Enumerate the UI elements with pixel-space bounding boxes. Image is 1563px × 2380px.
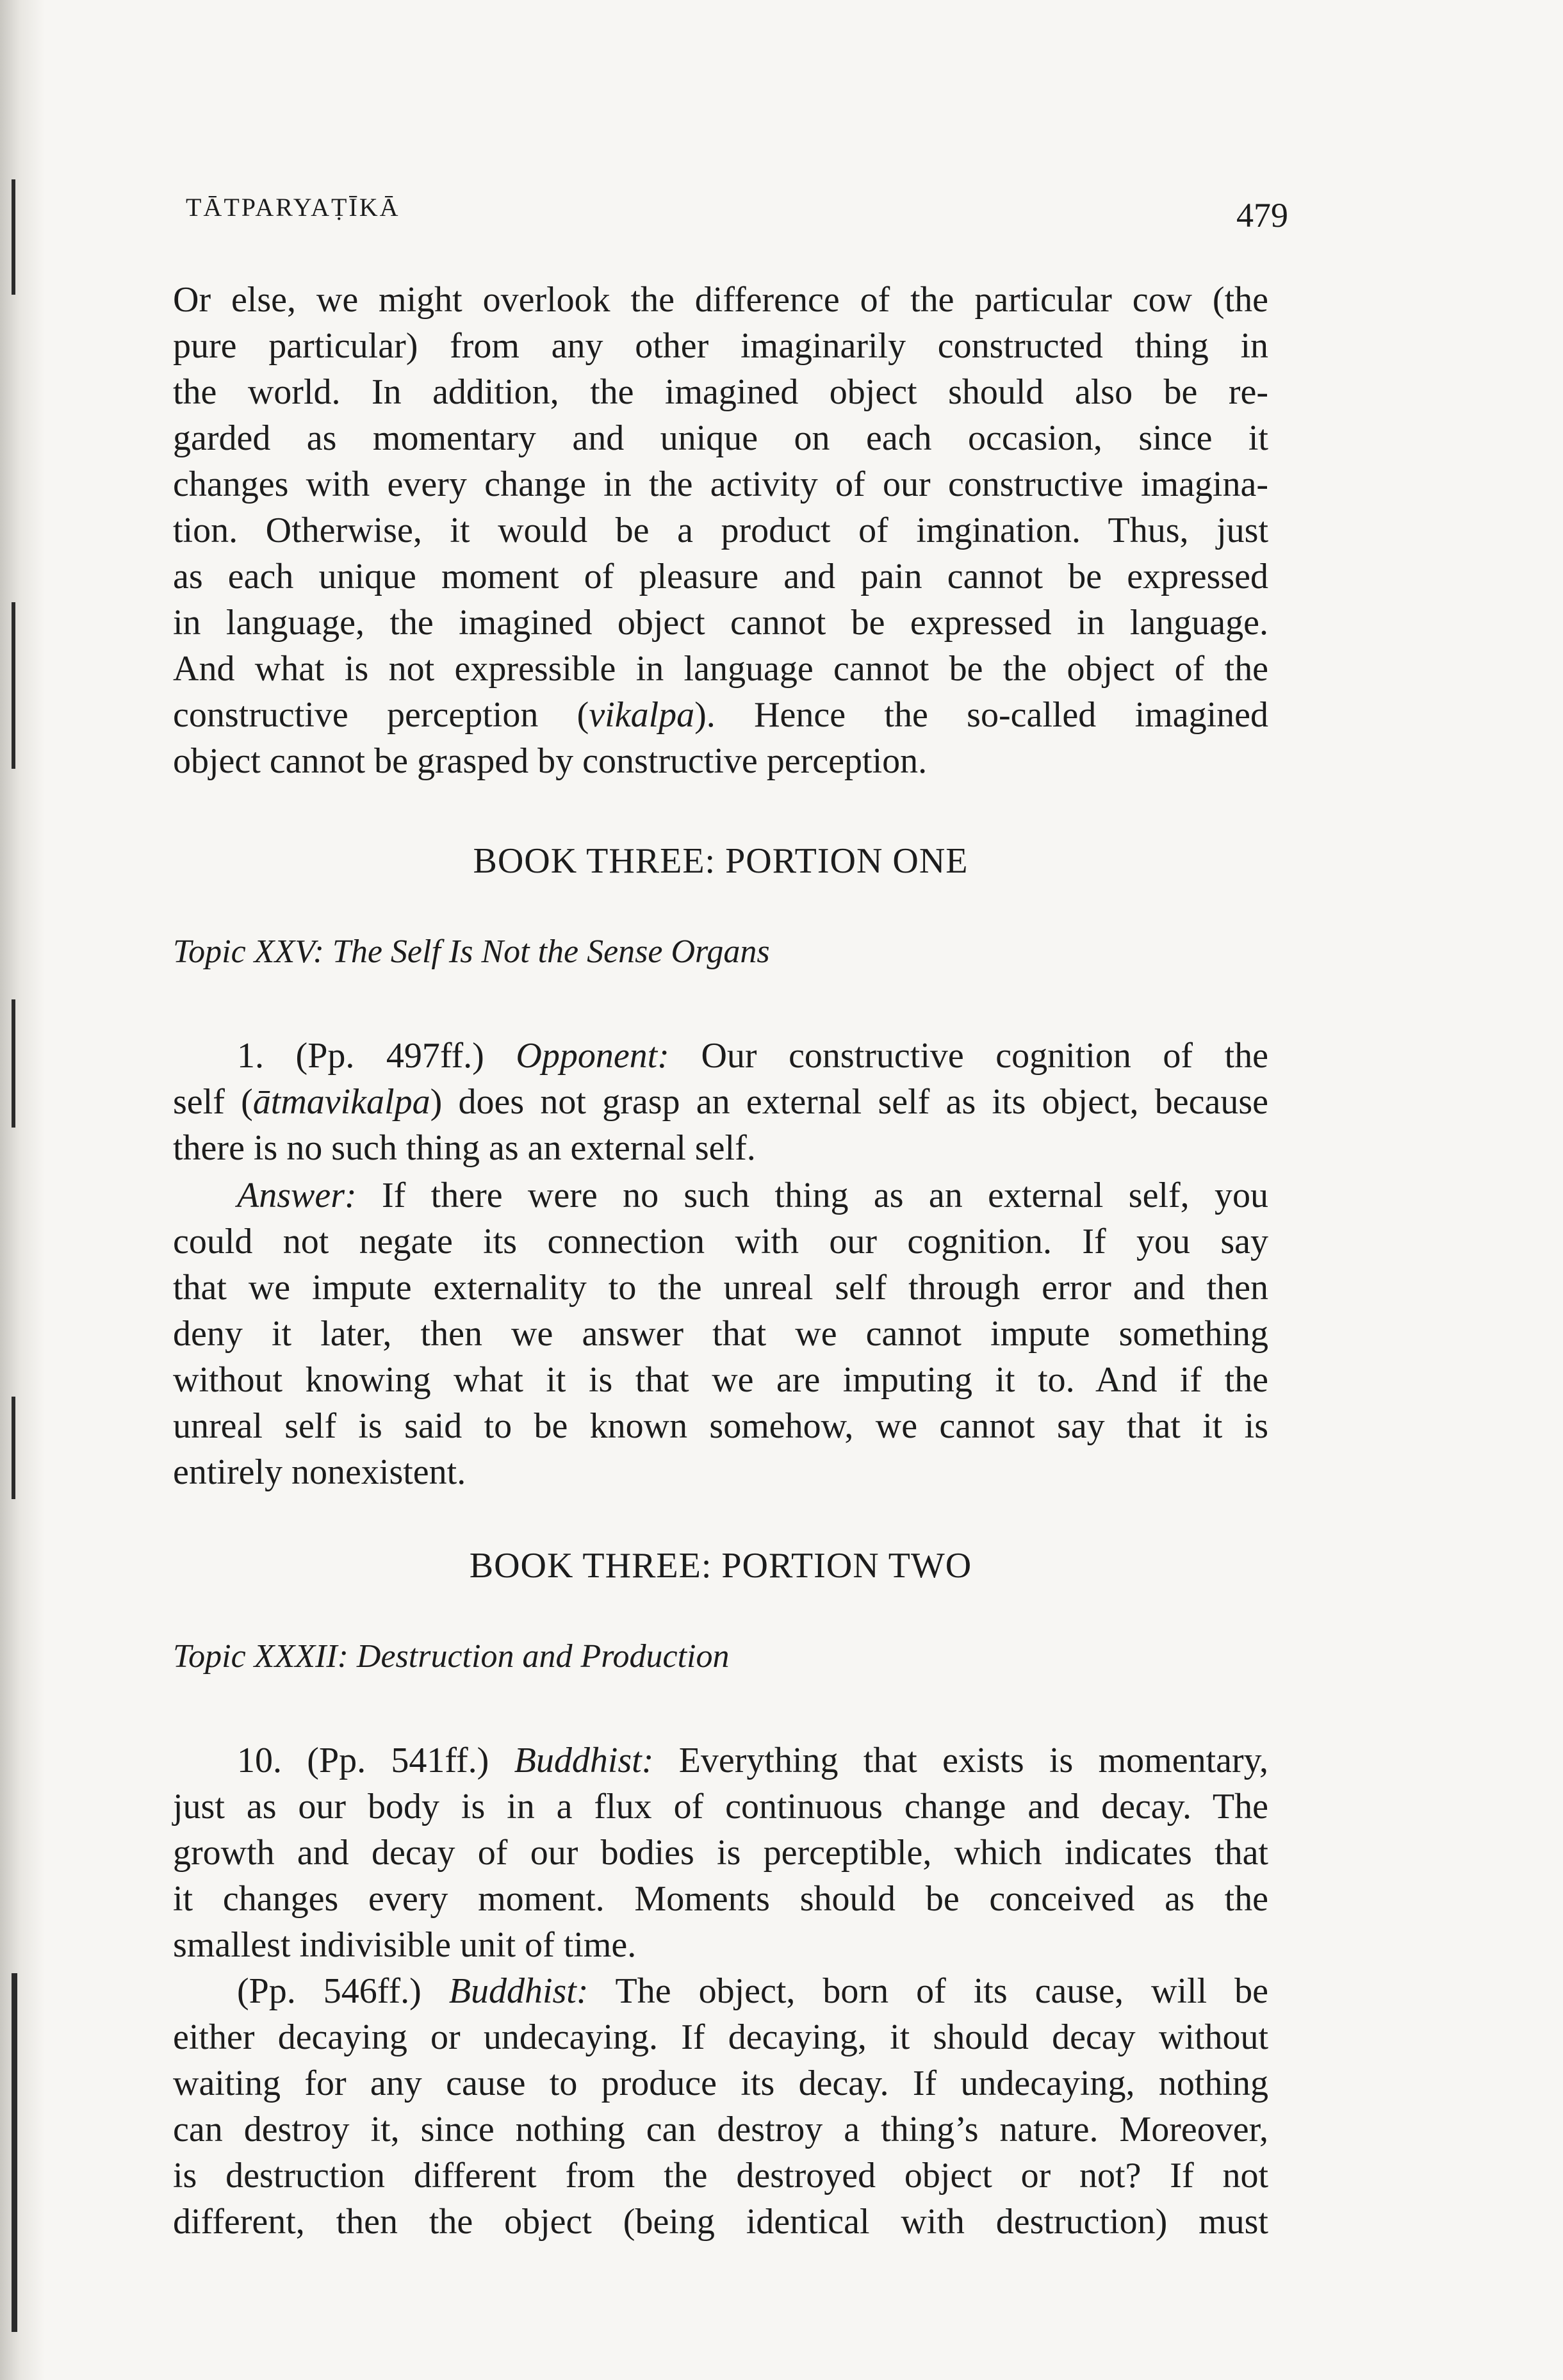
text-segment: constructive perception ( xyxy=(173,695,589,735)
text-line: without knowing what it is that we are imputing it to. And if the xyxy=(173,1360,1268,1400)
text-segment: If there were no such thing as an external self, you xyxy=(356,1176,1268,1215)
text-line xyxy=(173,692,1268,738)
text-segment: ) does not grasp an external self as its object, because xyxy=(430,1082,1268,1122)
text-line: in language, the imagined object cannot be expressed in language. xyxy=(173,603,1268,643)
text-line: waiting for any cause to produce its decay. If undecaying, nothing xyxy=(173,2064,1268,2103)
text-line: growth and decay of our bodies is perceptible, which indicates that xyxy=(173,1833,1268,1873)
text-line xyxy=(173,1079,1268,1125)
text-segment: Our constructive cognition of the xyxy=(669,1036,1268,1076)
text-segment: 1. (Pp. 497ff.) xyxy=(237,1036,516,1076)
text-line: pure particular) from any other imaginarily constructed thing in xyxy=(173,326,1268,366)
text-line: deny it later, then we answer that we cannot impute something xyxy=(173,1314,1268,1354)
text-segment: ). Hence the so-called imagined xyxy=(694,695,1268,735)
text-segment: Everything that exists is momentary, xyxy=(653,1741,1268,1780)
italic-term: ātmavikalpa xyxy=(252,1082,430,1122)
paragraph-1 xyxy=(173,277,1268,784)
text-line xyxy=(173,1968,1268,2014)
paragraph-3 xyxy=(173,1172,1268,1495)
speaker-label: Answer: xyxy=(237,1176,357,1215)
speaker-label: Buddhist: xyxy=(448,1971,589,2011)
text-line: different, then the object (being identical with destruction) must xyxy=(173,2202,1268,2242)
speaker-label: Opponent: xyxy=(516,1036,669,1076)
binding-mark xyxy=(12,1397,15,1499)
binding-mark xyxy=(12,1973,17,2332)
paragraph-5 xyxy=(173,1968,1268,2245)
paragraph-4 xyxy=(173,1737,1268,1968)
binding-mark xyxy=(12,602,15,769)
text-line: And what is not expressible in language cannot be the object of the xyxy=(173,649,1268,689)
text-segment: self ( xyxy=(173,1082,253,1122)
binding-mark xyxy=(12,179,15,295)
paragraph-2 xyxy=(173,1033,1268,1171)
topic-heading xyxy=(173,1637,1268,1675)
text-line: just as our body is in a flux of continuous change and decay. The xyxy=(173,1787,1268,1826)
text-line: garded as momentary and unique on each occasion, since it xyxy=(173,418,1268,458)
text-segment: (Pp. 546ff.) xyxy=(237,1971,449,2011)
binding-mark xyxy=(12,999,15,1128)
italic-term: vikalpa xyxy=(589,695,695,735)
topic-label: Topic XXV: xyxy=(173,933,324,970)
text-line: object cannot be grasped by constructive perception. xyxy=(173,741,928,781)
topic-title: Destruction and Production xyxy=(356,1638,730,1675)
section-heading: BOOK THREE: PORTION ONE xyxy=(473,841,969,881)
text-segment: The object, born of its cause, will be xyxy=(588,1971,1268,2011)
text-line: that we impute externality to the unreal self through error and then xyxy=(173,1268,1268,1308)
text-line: either decaying or undecaying. If decaying, it should decay without xyxy=(173,2017,1268,2057)
text-line: changes with every change in the activity of our constructive imagina- xyxy=(173,464,1268,504)
text-line xyxy=(173,1033,1268,1079)
text-line: there is no such thing as an external self. xyxy=(173,1128,756,1168)
text-line xyxy=(173,1737,1268,1784)
text-line: is destruction different from the destroyed object or not? If not xyxy=(173,2156,1268,2195)
text-line xyxy=(173,1172,1268,1219)
text-line: can destroy it, since nothing can destroy a thing’s nature. Moreover, xyxy=(173,2110,1268,2149)
text-line: tion. Otherwise, it would be a product of imgination. Thus, just xyxy=(173,511,1268,550)
page-number: 479 xyxy=(1236,196,1288,234)
topic-heading xyxy=(173,933,1268,971)
text-line: could not negate its connection with our cognition. If you say xyxy=(173,1222,1268,1261)
topic-label: Topic XXXII: xyxy=(173,1638,348,1675)
text-line: the world. In addition, the imagined object should also be re- xyxy=(173,372,1268,412)
text-line: Or else, we might overlook the difference of the particular cow (the xyxy=(173,280,1268,320)
text-line: unreal self is said to be known somehow, we cannot say that it is xyxy=(173,1406,1268,1446)
running-head: TĀTPARYAṬĪKĀ xyxy=(186,193,400,222)
topic-title: The Self Is Not the Sense Organs xyxy=(332,933,770,970)
speaker-label: Buddhist: xyxy=(514,1741,654,1780)
text-line: smallest indivisible unit of time. xyxy=(173,1925,637,1965)
section-heading: BOOK THREE: PORTION TWO xyxy=(469,1546,972,1586)
text-line: as each unique moment of pleasure and pain cannot be expressed xyxy=(173,557,1268,596)
binding-shadow xyxy=(0,0,45,2380)
text-line: it changes every moment. Moments should be conceived as the xyxy=(173,1879,1268,1919)
text-line: entirely nonexistent. xyxy=(173,1452,466,1492)
text-segment: 10. (Pp. 541ff.) xyxy=(237,1741,514,1780)
